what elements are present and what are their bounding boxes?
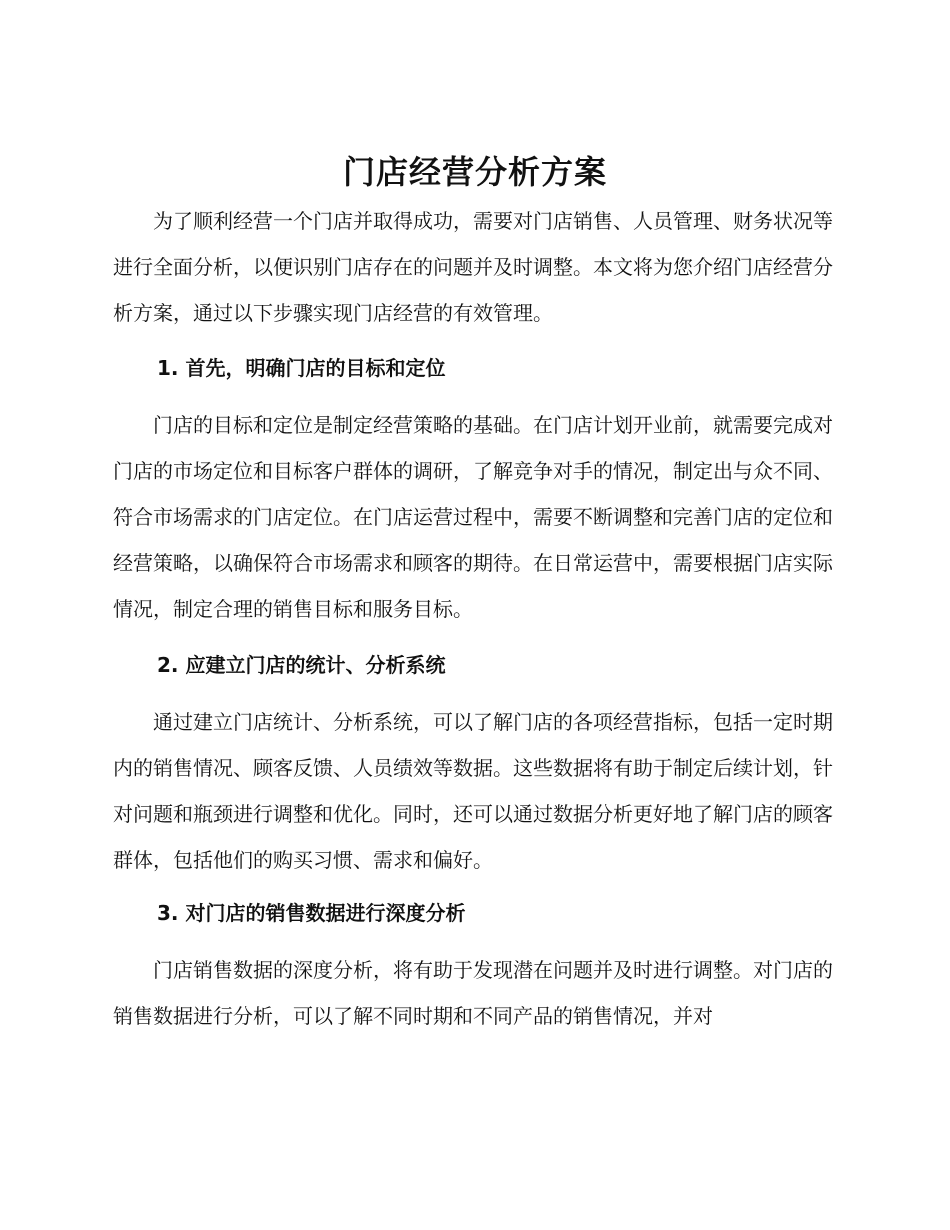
section-1-body: 门店的目标和定位是制定经营策略的基础。在门店计划开业前，就需要完成对门店的市场定位和目标客户群体的调研，了解竞争对手的情况，制定出与众不同、符合市场需求的门店定位。在门店运营过程中，需要不断调整和完善门店的定位和经营策略，以确保符合市场需求和顾客的期待。在日常运营中，需要根据门店实际情况，制定合理的销售目标和服务目标。 [113,413,833,621]
section-3-body: 门店销售数据的深度分析，将有助于发现潜在问题并及时进行调整。对门店的销售数据进行分析，可以了解不同时期和不同产品的销售情况，并对 [113,958,833,1028]
section-3-heading: 3. 对门店的销售数据进行深度分析 [157,901,466,925]
section-2-heading: 2. 应建立门店的统计、分析系统 [157,653,446,677]
intro-paragraph: 为了顺利经营一个门店并取得成功，需要对门店销售、人员管理、财务状况等进行全面分析，以便识别门店存在的问题并及时调整。本文将为您介绍门店经营分析方案，通过以下步骤实现门店经营的有效管理。 [113,209,833,325]
section-1-heading: 1. 首先，明确门店的目标和定位 [157,356,446,380]
section-2-body: 通过建立门店统计、分析系统，可以了解门店的各项经营指标，包括一定时期内的销售情况、顾客反馈、人员绩效等数据。这些数据将有助于制定后续计划，针对问题和瓶颈进行调整和优化。同时，还可以通过数据分析更好地了解门店的顾客群体，包括他们的购买习惯、需求和偏好。 [113,710,833,872]
document-title: 门店经营分析方案 [342,153,607,191]
